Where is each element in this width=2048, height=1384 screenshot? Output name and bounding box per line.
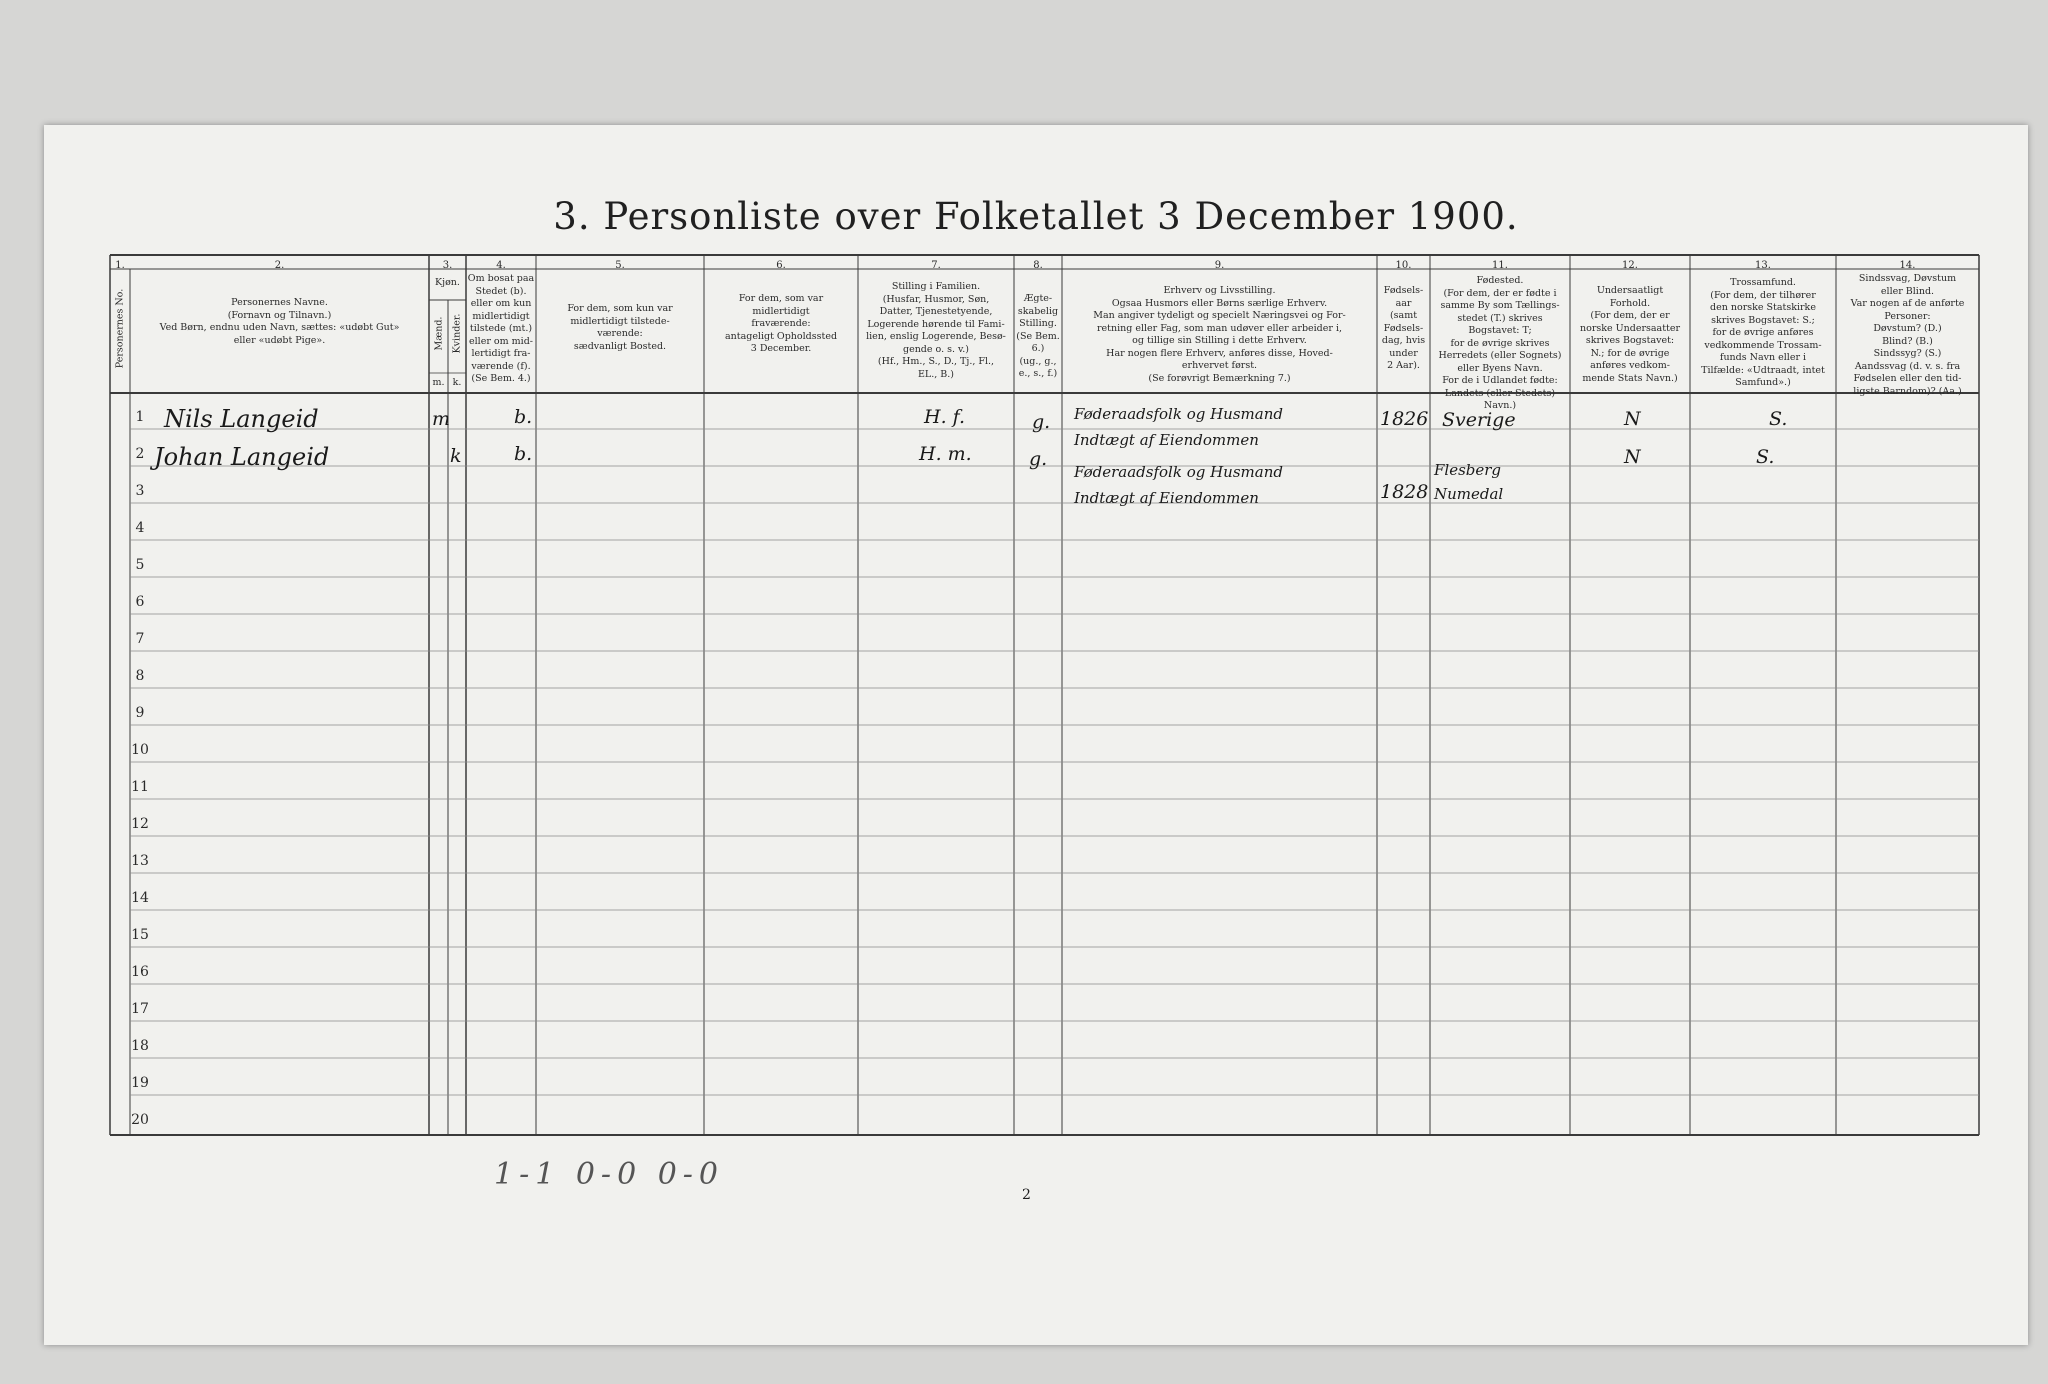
col-number-3: 3.	[442, 260, 453, 271]
row-number: 19	[131, 1075, 149, 1091]
row-number: 11	[131, 779, 149, 795]
row-number: 12	[131, 816, 149, 832]
entry-marital: g.	[1032, 411, 1051, 433]
row-number: 15	[131, 927, 149, 943]
row-number: 8	[135, 668, 145, 684]
entry-name: Johan Langeid	[154, 443, 330, 471]
entry-sex: k	[450, 445, 462, 467]
header-opholdssted: For dem, som var midlertidigt fraværende: antageligt Opholdssted 3 December.	[724, 293, 838, 354]
entry-birthplace: Flesberg	[1434, 461, 1502, 479]
entry-residence: b.	[514, 406, 533, 428]
col-number-4: 4.	[496, 260, 506, 271]
header-undersaatligt: Undersaatligt Forhold. (For dem, der er norske Undersaatter skrives Bogstavet: N.; for de øvrige anføres vedkom- mende Stats Navn.)	[1579, 285, 1681, 384]
entry-citizenship: N	[1624, 408, 1641, 430]
entry-citizenship: N	[1624, 446, 1641, 468]
col-number-7: 7.	[931, 260, 941, 271]
row-number: 9	[135, 705, 145, 721]
header-fodested: Fødested. (For dem, der er fødte i samme By som Tællings- stedet (T.) skrives Bogstavet: T; for de øvrige skrives Herredets (eller Sognets) eller Byens Navn. For de i Udlandet fødte: Landets (eller Stedets) Navn.)	[1438, 275, 1562, 411]
row-number: 6	[135, 594, 145, 610]
entry-birth-year: 1828	[1380, 481, 1429, 503]
col-number-8: 8.	[1033, 260, 1043, 271]
row-number: 3	[135, 483, 145, 499]
col-number-10: 10.	[1395, 260, 1412, 271]
entry-family-position: H. f.	[924, 406, 966, 428]
entry-marital: g.	[1029, 448, 1048, 470]
entry-occupation: Føderaadsfolk og Husmand	[1074, 463, 1283, 481]
row-number: 18	[131, 1038, 149, 1054]
row-number: 20	[131, 1112, 149, 1128]
entry-religion: S.	[1769, 408, 1788, 430]
entry-name: Nils Langeid	[164, 405, 319, 433]
row-number: 5	[135, 557, 145, 573]
page-number: 2	[1022, 1187, 1031, 1203]
col-number-2: 2.	[274, 260, 285, 271]
row-number: 7	[135, 631, 145, 647]
entry-family-position: H. m.	[919, 443, 972, 465]
col-number-14: 14.	[1899, 260, 1916, 271]
col-number-5: 5.	[615, 260, 625, 271]
row-number: 14	[131, 890, 149, 906]
col-number-12: 12.	[1622, 260, 1638, 271]
header-bosted: For dem, som kun var midlertidigt tilstede- værende: sædvanligt Bosted.	[567, 303, 673, 352]
header-m-abbr: m.	[432, 377, 445, 388]
row-number: 4	[135, 520, 145, 536]
header-erhverv: Erhverv og Livsstilling. Ogsaa Husmors eller Børns særlige Erhverv. Man angiver tydeligt og specielt Næringsvei og For- retning eller Fag, som man udøver eller arbeider i, og tillige sin Stilling i dette Erhverv. Har nogen flere Erhverv, anføres disse, Hoved- erhvervet først. (Se forøvrigt Bemærkning 7.)	[1093, 285, 1346, 384]
entry-occupation: Indtægt af Eiendommen	[1074, 431, 1259, 449]
entry-birthplace: Sverige	[1442, 409, 1516, 431]
row-number: 16	[131, 964, 149, 980]
header-trossamfund: Trossamfund. (For dem, der tilhører den norske Statskirke skrives Bogstavet: S.; for de øvrige anføres vedkommende Trossam- funds Navn eller i Tilfælde: «Udtraadt, intet Samfund».)	[1701, 277, 1825, 388]
header-kvinder: Kvinder.	[451, 313, 463, 354]
entry-occupation: Indtægt af Eiendommen	[1074, 489, 1259, 507]
col-number-9: 9.	[1214, 260, 1225, 271]
entry-sex: m	[432, 408, 451, 430]
entry-religion: S.	[1756, 446, 1775, 468]
census-sheet	[44, 125, 2028, 1345]
entry-birth-year: 1826	[1380, 408, 1429, 430]
header-stilling-familien: Stilling i Familien. (Husfar, Husmor, Søn, Datter, Tjenestetyende, Logerende hørende til Fami- lien, enslig Logerende, Besø- gende o. s. v.) (Hf., Hm., S., D., Tj., Fl., EL., B.)	[866, 281, 1006, 380]
header-kjon: Kjøn.	[435, 277, 460, 288]
col-number-11: 11.	[1492, 260, 1508, 271]
col-number-6: 6.	[776, 260, 786, 271]
header-aegteskabelig: Ægte- skabelig Stilling. (Se Bem. 6.) (ug., g., e., s., f.)	[1016, 293, 1060, 379]
row-number: 13	[131, 853, 149, 869]
header-fodselsaar: Fødsels- aar (samt Fødsels- dag, hvis under 2 Aar).	[1381, 285, 1426, 371]
header-names: Personernes Navne. (Fornavn og Tilnavn.) Ved Børn, endnu uden Navn, sættes: «udøbt Gut» eller «udøbt Pige».	[159, 297, 400, 346]
row-number: 1	[135, 409, 145, 425]
row-number: 17	[131, 1001, 149, 1017]
page-title: 3. Personliste over Folketallet 3 December 1900.	[553, 195, 1519, 238]
header-bosat: Om bosat paa Stedet (b). eller om kun midlertidigt tilstede (mt.) eller om mid- lertidigt fra- værende (f). (Se Bem. 4.)	[467, 273, 535, 384]
entry-birthplace: Numedal	[1434, 485, 1504, 503]
entry-residence: b.	[514, 443, 533, 465]
header-person-no: Personernes No.	[114, 288, 126, 369]
header-k-abbr: k.	[452, 377, 462, 388]
col-number-13: 13.	[1755, 260, 1771, 271]
header-sindssvag: Sindssvag, Døvstum eller Blind. Var nogen af de anførte Personer: Døvstum? (D.) Blind? (B.) Sindssyg? (S.) Aandssvag (d. v. s. fra Fødselen eller den tid- ligste Barndom)? (Aa.)	[1850, 273, 1965, 397]
col-number-1: 1.	[115, 260, 125, 271]
header-maend: Mænd.	[433, 316, 445, 351]
entry-occupation: Føderaadsfolk og Husmand	[1074, 405, 1283, 423]
row-number: 2	[135, 446, 145, 462]
row-number: 10	[131, 742, 149, 758]
tally-marks: 1-1 0-0 0-0	[494, 1157, 725, 1192]
